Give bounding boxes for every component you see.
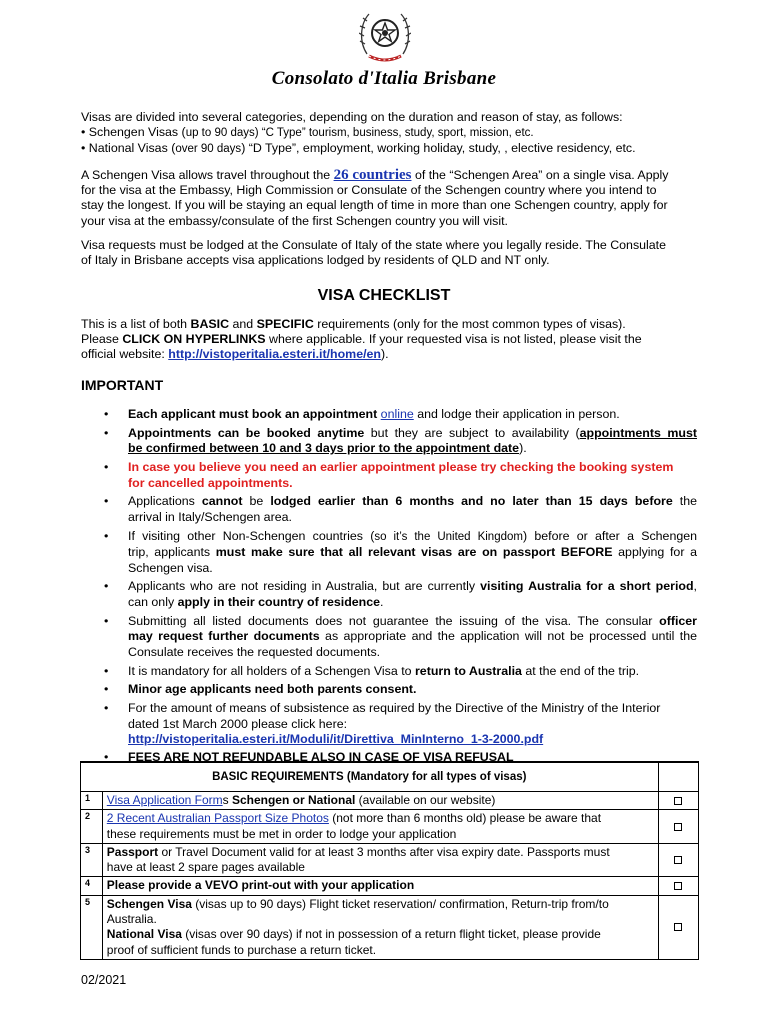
checkbox[interactable] xyxy=(658,792,698,810)
table-row: 2 2 Recent Australian Passport Size Photos (not more than 6 months old) please be aware that these requirements must be met in order to lodge your application xyxy=(81,810,699,844)
table-header-row xyxy=(81,762,699,792)
document-date: 02/2021 xyxy=(81,973,127,987)
list-item: • It is mandatory for all holders of a Schengen Visa to return to Australia at the end of the trip. xyxy=(104,663,640,678)
directive-pdf-link[interactable]: http://vistoperitalia.esteri.it/Moduli/it/Direttiva_MinInterno_1-3-2000.pdf xyxy=(128,732,544,747)
list-item: • Appointments can be booked anytime but they are subject to availability (appointments must be confirmed between 10 and 3 days prior to the appointment date). xyxy=(104,425,698,456)
visa-application-form-link[interactable]: Visa Application Form xyxy=(106,793,223,807)
official-website-link[interactable]: http://vistoperitalia.esteri.it/home/en xyxy=(168,347,381,362)
online-booking-link[interactable]: online xyxy=(380,407,414,421)
schengen-countries-link[interactable]: 26 countries xyxy=(333,167,412,183)
basic-requirements-table xyxy=(80,761,699,960)
table-row: 4 Please provide a VEVO print-out with your application xyxy=(81,877,699,895)
table-row: 3 Passport or Travel Document valid for at least 3 months after visa expiry date. Passports must have at least 2 spare pages available xyxy=(81,843,699,877)
visa-checklist-title: VISA CHECKLIST xyxy=(317,287,451,304)
list-item: • Minor age applicants need both parents consent. xyxy=(104,682,417,697)
checkbox[interactable] xyxy=(658,843,698,877)
list-item: • If visiting other Non-Schengen countries (so it’s the United Kingdom) before or after a Schengen trip, applicants must make sure that all relevant visas are on passport BEFORE applying for a Schengen visa. xyxy=(104,528,698,575)
visa-categories-intro: Visas are divided into several categories, depending on the duration and reason of stay, as follows: • Schengen Visas (up to 90 days) “C Type” tourism, business, study, sport, mission, etc. • National Visas (over 90 days) “D Type”, employment, working holiday, study, , elective residency, etc. xyxy=(81,110,636,156)
list-item: • In case you believe you need an earlier appointment please try checking the booking system for cancelled appointments. xyxy=(104,459,674,490)
list-item: • Applications cannot be lodged earlier than 6 months and no later than 15 days before the arrival in Italy/Schengen area. xyxy=(104,494,697,524)
list-item: • For the amount of means of subsistence as required by the Directive of the Ministry of the Interior dated 1st March 2000 please click here: http://vistoperitalia.esteri.it/Moduli/it/Direttiva_MinInterno_1-3-2000.pdf xyxy=(104,700,661,747)
lodge-paragraph: Visa requests must be lodged at the Consulate of Italy of the state where you legally reside. The Consulate of Italy in Brisbane accepts visa applications lodged by residents of QLD and NT only. xyxy=(81,238,667,268)
checkbox[interactable] xyxy=(658,895,698,959)
schengen-paragraph: A Schengen Visa allows travel throughout the 26 countries of the “Schengen Area” on a single visa. Apply for the visa at the Embassy, High Commission or Consulate of the Schengen country where you intend to stay the longest. If you will be staying an equal length of time in more than one Schengen country, apply for your visa at the embassy/consulate of the first Schengen country you will visit. xyxy=(81,167,669,228)
table-row: 1 Visa Application Forms Schengen or National (available on our website) xyxy=(81,792,699,810)
important-list xyxy=(0,407,768,768)
list-item: • Each applicant must book an appointment online and lodge their application in person. xyxy=(104,407,620,421)
table-row: 5 Schengen Visa (visas up to 90 days) Flight ticket reservation/ confirmation, Return-trip from/to Australia. National Visa (visas over 90 days) if not in possession of a return flight ticket, please provide proof of sufficient funds to purchase a return ticket. xyxy=(81,895,699,959)
list-item: • FEES ARE NOT REFUNDABLE ALSO IN CASE OF VISA REFUSAL xyxy=(104,749,514,764)
passport-photos-link[interactable]: 2 Recent Australian Passport Size Photos xyxy=(106,811,329,826)
italian-republic-emblem xyxy=(359,8,411,66)
checklist-intro: This is a list of both BASIC and SPECIFIC requirements (only for the most common types of visas). Please CLICK ON HYPERLINKS where applicable. If your requested visa is not listed, please visit the official website: http://vistoperitalia.esteri.it/home/en). xyxy=(81,317,642,362)
list-item: • Submitting all listed documents does not guarantee the issuing of the visa. The consular officer may request further documents as appropriate and the application will not be processed until the Consulate receives the requested documents. xyxy=(104,613,697,659)
important-heading: IMPORTANT xyxy=(81,377,164,393)
consulate-title: Consolato d'Italia Brisbane xyxy=(271,68,497,89)
list-item: • Applicants who are not residing in Australia, but are currently visiting Australia for a short period, can only apply in their country of residence. xyxy=(104,579,697,609)
checkbox[interactable] xyxy=(658,810,698,844)
table-header: BASIC REQUIREMENTS (Mandatory for all types of visas) xyxy=(81,762,659,792)
checkbox[interactable] xyxy=(658,877,698,895)
